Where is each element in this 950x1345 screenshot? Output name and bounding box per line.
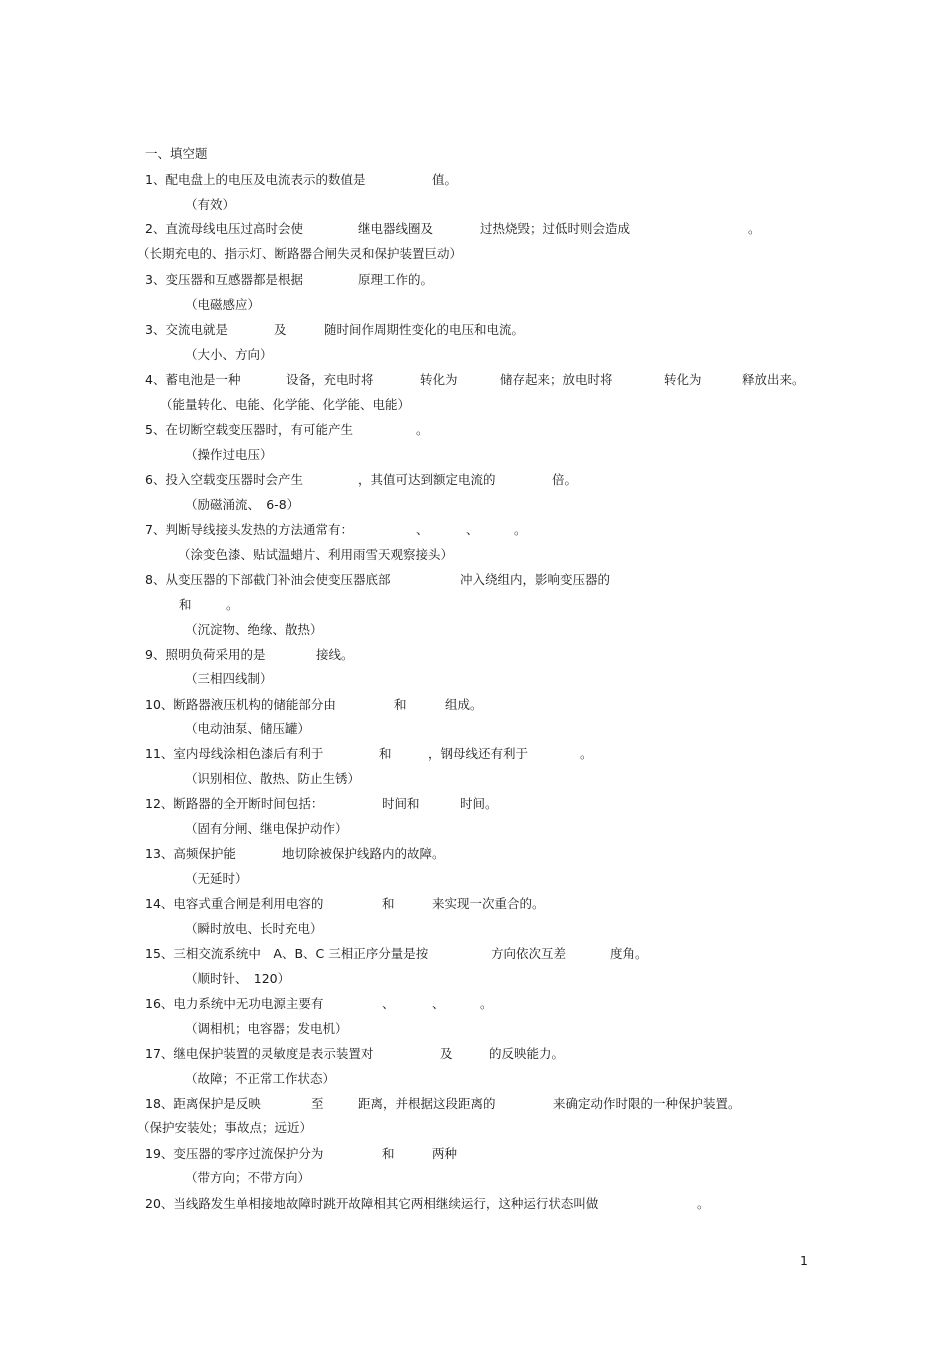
question-text: 原理工作的。 (358, 272, 434, 287)
question-text: 随时间作周期性变化的电压和电流。 (324, 322, 525, 337)
question-text: 和 (179, 597, 192, 612)
question-text: 释放出来。 (742, 372, 805, 387)
question-text: 两种 (432, 1146, 458, 1161)
question-text: 来实现一次重合的。 (432, 896, 545, 911)
question-text: 。 (514, 522, 527, 537)
answer-text: （涂变色漆、贴试温蜡片、利用雨雪天观察接头） (178, 547, 454, 562)
question-text: 冲入绕组内，影响变压器的 (460, 572, 611, 587)
question-text: 。 (697, 1196, 710, 1211)
question-text: 转化为 (664, 372, 702, 387)
question-text: 12、断路器的全开断时间包括： (145, 796, 324, 811)
question-text: 转化为 (420, 372, 458, 387)
question-text: 3、变压器和互感器都是根据 (145, 272, 303, 287)
answer-text: （故障；不正常工作状态） (185, 1071, 336, 1086)
question-text: 2、直流母线电压过高时会使 (145, 221, 303, 236)
answer-text: （固有分闸、继电保护动作） (185, 821, 348, 836)
question-text: 地切除被保护线路内的故障。 (282, 846, 445, 861)
question-text: 、 (416, 522, 429, 537)
question-text: 组成。 (445, 697, 483, 712)
question-text: 来确定动作时限的一种保护装置。 (553, 1096, 741, 1111)
question-text: 、 (382, 996, 395, 1011)
question-text: ，其值可达到额定电流的 (358, 472, 496, 487)
answer-text: （励磁涌流、 6-8） (185, 497, 300, 512)
question-text: 和 (382, 896, 395, 911)
answer-text: （电动油泵、储压罐） (185, 721, 311, 736)
question-text: 继电器线圈及 (358, 221, 434, 236)
question-text: 储存起来；放电时将 (500, 372, 613, 387)
answer-text: （电磁感应） (185, 297, 261, 312)
answer-text: （长期充电的、指示灯、断路器合闸失灵和保护装置巨动） (137, 246, 463, 261)
question-text: 度角。 (610, 946, 648, 961)
answer-text: （识别相位、散热、防止生锈） (185, 771, 361, 786)
question-text: 14、电容式重合闸是利用电容的 (145, 896, 324, 911)
answer-text: （顺时针、 120） (185, 971, 291, 986)
question-text: 20、当线路发生单相接地故障时跳开故障相其它两相继续运行，这种运行状态叫做 (145, 1196, 599, 1211)
question-text: 19、变压器的零序过流保护分为 (145, 1146, 324, 1161)
question-text: 9、照明负荷采用的是 (145, 647, 266, 662)
answer-text: （操作过电压） (185, 447, 273, 462)
question-text: 。 (226, 597, 239, 612)
answer-text: （瞬时放电、长时充电） (185, 921, 323, 936)
question-text: 及 (274, 322, 287, 337)
question-text: 和 (382, 1146, 395, 1161)
question-text: 时间。 (460, 796, 498, 811)
answer-text: （保护安装处；事故点；远近） (137, 1120, 313, 1135)
question-text: 、 (432, 996, 445, 1011)
question-text: 。 (416, 422, 429, 437)
question-text: 18、距离保护是反映 (145, 1096, 261, 1111)
question-text: 至 (311, 1096, 324, 1111)
question-text: 方向依次互差 (491, 946, 567, 961)
answer-text: （沉淀物、绝缘、散热） (185, 622, 323, 637)
question-text: 设备，充电时将 (286, 372, 374, 387)
question-text: 4、蓄电池是一种 (145, 372, 241, 387)
question-text: 及 (440, 1046, 453, 1061)
answer-text: （调相机；电容器；发电机） (185, 1021, 348, 1036)
section-title: 一、填空题 (145, 146, 208, 161)
question-text: 时间和 (382, 796, 420, 811)
page-number: 1 (800, 1253, 808, 1268)
question-text: 10、断路器液压机构的储能部分由 (145, 697, 336, 712)
question-text: 过热烧毁；过低时则会造成 (480, 221, 631, 236)
question-text: 距离，并根据这段距离的 (358, 1096, 496, 1111)
question-text: 3、交流电就是 (145, 322, 228, 337)
question-text: 7、判断导线接头发热的方法通常有： (145, 522, 353, 537)
question-text: 13、高频保护能 (145, 846, 236, 861)
answer-text: （能量转化、电能、化学能、化学能、电能） (160, 397, 411, 412)
question-text: 的反映能力。 (489, 1046, 565, 1061)
answer-text: （大小、方向） (185, 347, 273, 362)
question-text: 值。 (432, 172, 458, 187)
question-text: 和 (379, 746, 392, 761)
answer-text: （三相四线制） (185, 671, 273, 686)
question-text: 5、在切断空载变压器时，有可能产生 (145, 422, 353, 437)
question-text: 和 (394, 697, 407, 712)
question-text: 15、三相交流系统中 A、B、C 三相正序分量是按 (145, 946, 429, 961)
answer-text: （有效） (185, 197, 236, 212)
question-text: 。 (480, 996, 493, 1011)
question-text: 6、投入空载变压器时会产生 (145, 472, 303, 487)
question-text: 11、室内母线涂相色漆后有利于 (145, 746, 324, 761)
question-text: 接线。 (316, 647, 354, 662)
question-text: 1、配电盘上的电压及电流表示的数值是 (145, 172, 366, 187)
question-text: 倍。 (552, 472, 578, 487)
answer-text: （无延时） (185, 871, 248, 886)
question-text: 。 (748, 221, 761, 236)
question-text: 16、电力系统中无功电源主要有 (145, 996, 324, 1011)
question-text: ，钢母线还有利于 (428, 746, 529, 761)
question-text: 8、从变压器的下部截门补油会使变压器底部 (145, 572, 391, 587)
question-text: 17、继电保护装置的灵敏度是表示装置对 (145, 1046, 374, 1061)
answer-text: （带方向；不带方向） (185, 1170, 311, 1185)
question-text: 。 (580, 746, 593, 761)
question-text: 、 (466, 522, 479, 537)
